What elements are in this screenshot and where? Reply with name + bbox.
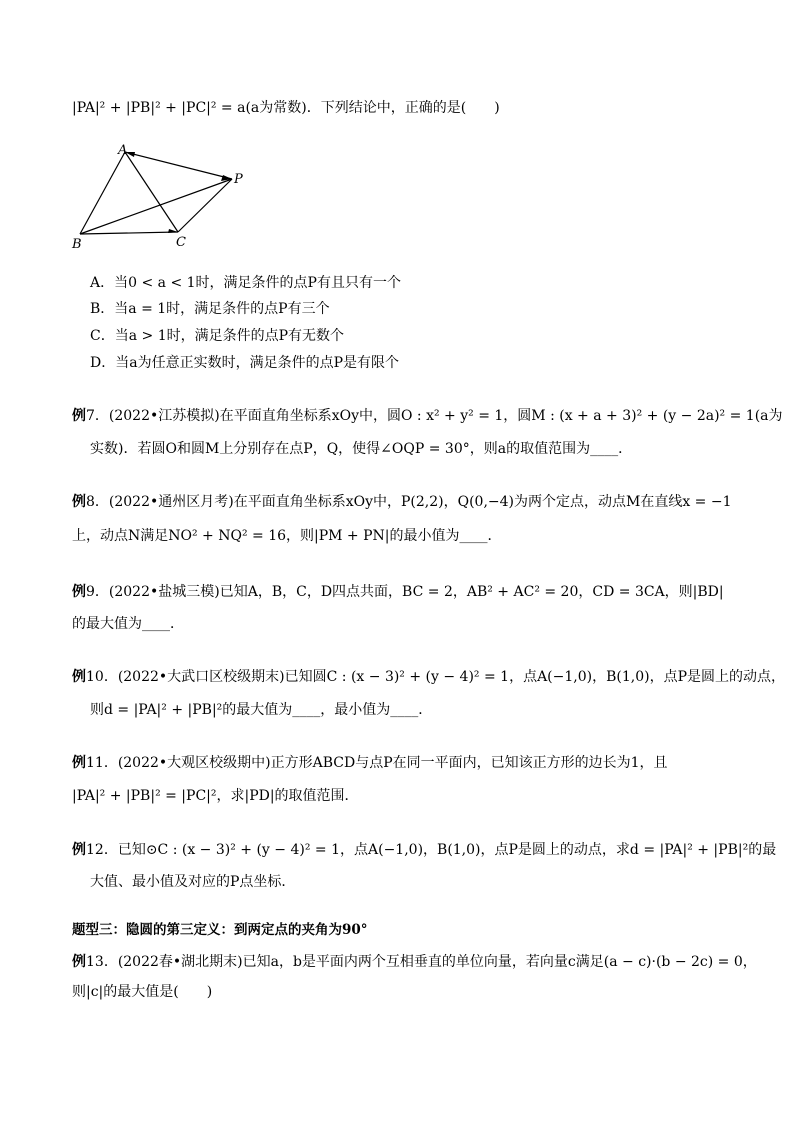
- example-8-line-1: [72, 492, 732, 512]
- example-label: 例: [72, 408, 86, 424]
- example-text: 9．(2022•盐城三模)已知A，B，C，D四点共面，BC = 2，AB² + AC² = 20，CD = 3CA，则|BD|: [86, 584, 724, 600]
- example-9-line-1: [72, 582, 724, 602]
- example-12-line-1: [72, 840, 776, 860]
- example-text: 10．(2022•大武口区校级期末)已知圆C : (x − 3)² + (y − 4)² = 1，点A(−1,0)，B(1,0)，点P是圆上的动点，: [86, 669, 786, 685]
- example-7-line-1: [72, 406, 783, 426]
- example-7-line-2: 实数)．若圆O和圆M上分别存在点P，Q，使得∠OQP = 30°，则a的取值范围为____．: [90, 441, 633, 457]
- example-13-line-1: [72, 952, 757, 972]
- label-B: B: [72, 237, 82, 252]
- example-12-line-2: 大值、最小值及对应的P点坐标．: [90, 874, 296, 890]
- option-a: A．当0 < a < 1时，满足条件的点P有且只有一个: [90, 275, 401, 291]
- example-text: 13．(2022春•湖北期末)已知a，b是平面内两个互相垂直的单位向量，若向量c满足(a − c)·(b − 2c) = 0，: [86, 954, 757, 970]
- example-11-line-2: |PA|² + |PB|² = |PC|²，求|PD|的取值范围．: [72, 788, 359, 804]
- example-label: 例: [72, 755, 86, 771]
- example-9-line-2: 的最大值为____．: [72, 616, 184, 632]
- example-label: 例: [72, 954, 86, 970]
- example-label: 例: [72, 584, 86, 600]
- intro-text: |PA|² + |PB|² + |PC|² = a(a为常数)．下列结论中，正确的是( ): [72, 100, 500, 116]
- option-c: C．当a > 1时，满足条件的点P有无数个: [90, 328, 345, 344]
- section-heading: 题型三：隐圆的第三定义：到两定点的夹角为90°: [72, 922, 368, 938]
- label-P: P: [234, 172, 243, 187]
- option-d: D．当a为任意正实数时，满足条件的点P是有限个: [90, 355, 399, 371]
- example-10-line-1: [72, 667, 785, 687]
- label-A: A: [118, 143, 128, 158]
- example-label: 例: [72, 494, 86, 510]
- example-text: 12．已知⊙C : (x − 3)² + (y − 4)² = 1，点A(−1,0)，B(1,0)，点P是圆上的动点，求d = |PA|² + |PB|²的最: [86, 842, 777, 858]
- example-11-line-1: [72, 753, 668, 773]
- option-b: B．当a = 1时，满足条件的点P有三个: [90, 301, 330, 317]
- example-label: 例: [72, 669, 86, 685]
- example-text: 11．(2022•大观区校级期中)正方形ABCD与点P在同一平面内，已知该正方形的边长为1，且: [86, 755, 668, 771]
- example-10-line-2: 则d = |PA|² + |PB|²的最大值为____，最小值为____．: [90, 702, 433, 718]
- label-C: C: [176, 235, 186, 250]
- example-text: 8．(2022•通州区月考)在平面直角坐标系xOy中，P(2,2)，Q(0,−4)为两个定点，动点M在直线x = −1: [86, 494, 732, 510]
- example-8-line-2: 上，动点N满足NO² + NQ² = 16，则|PM + PN|的最小值为____．: [72, 528, 502, 544]
- geometry-figure: [70, 142, 270, 252]
- intro-line: [72, 98, 500, 118]
- example-13-line-2: 则|c|的最大值是( ): [72, 984, 213, 1000]
- example-text: 7．(2022•江苏模拟)在平面直角坐标系xOy中，圆O : x² + y² = 1，圆M : (x + a + 3)² + (y − 2a)² = 1(a为: [86, 408, 783, 424]
- example-label: 例: [72, 842, 86, 858]
